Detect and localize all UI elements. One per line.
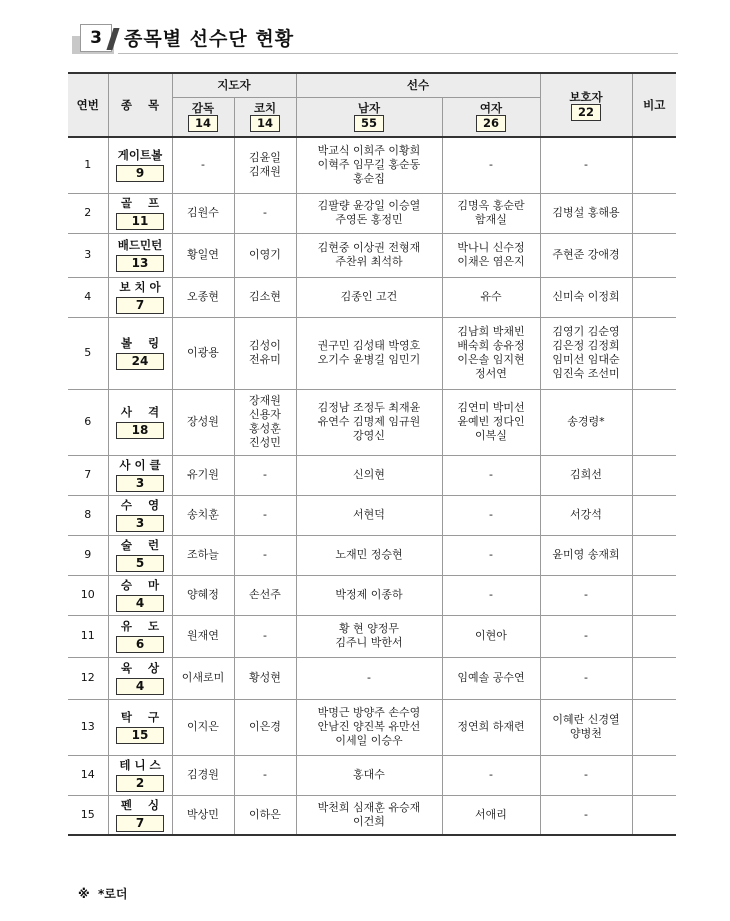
row-head-coach: 이지은 (172, 699, 234, 755)
row-remarks (632, 137, 676, 193)
row-head-coach: 김원수 (172, 193, 234, 233)
section-title (72, 22, 672, 58)
table-row (68, 193, 676, 233)
row-male: 박정제 이종하 (296, 575, 442, 615)
row-female: - (442, 495, 540, 535)
sport-count: 6 (116, 636, 164, 653)
row-guardian: 윤미영 송재희 (540, 535, 632, 575)
row-no: 10 (68, 575, 108, 615)
header-coach-label: 코치 (253, 101, 277, 116)
sport-count: 13 (116, 255, 164, 272)
row-female: - (442, 755, 540, 795)
sport-name: 테 니 스 (119, 758, 161, 772)
row-male: 노재민 정승현 (296, 535, 442, 575)
sport-count: 7 (116, 297, 164, 314)
header-guardian-label: 보호자 (569, 89, 603, 104)
row-guardian: 주현준 강애경 (540, 233, 632, 277)
row-no: 3 (68, 233, 108, 277)
table-row (68, 699, 676, 755)
row-female: 김명옥 홍순란 함재실 (442, 193, 540, 233)
row-coach: 황성현 (234, 657, 296, 699)
row-female: - (442, 575, 540, 615)
row-guardian: 이혜란 신경열 양병천 (540, 699, 632, 755)
sport-name: 사 이 클 (119, 458, 161, 472)
row-guardian: 서강석 (540, 495, 632, 535)
header-guardian (540, 73, 632, 137)
row-guardian: 김영기 김순영 김은정 김정희 임미선 임대순 임진숙 조선미 (540, 317, 632, 389)
row-guardian: 김희선 (540, 455, 632, 495)
row-female: 박나니 신수정 이채은 염은지 (442, 233, 540, 277)
row-coach: - (234, 755, 296, 795)
sport-name: 펜 싱 (120, 797, 160, 812)
row-coach: 이하은 (234, 795, 296, 835)
row-coach: - (234, 615, 296, 657)
table-row (68, 535, 676, 575)
row-coach: 손선주 (234, 575, 296, 615)
row-male: 신의현 (296, 455, 442, 495)
row-male: 홍대수 (296, 755, 442, 795)
table-row (68, 317, 676, 389)
row-coach: 이은경 (234, 699, 296, 755)
table-row (68, 755, 676, 795)
sport-count: 5 (116, 555, 164, 572)
header-coach (234, 97, 296, 137)
row-guardian: 송경령* (540, 389, 632, 455)
section-number: 3 (80, 24, 112, 52)
sport-name: 골 프 (120, 196, 160, 210)
sport-name: 볼 링 (120, 336, 160, 350)
row-no: 1 (68, 137, 108, 193)
table-row (68, 795, 676, 835)
row-remarks (632, 193, 676, 233)
sport-count: 24 (116, 353, 164, 370)
row-sport (108, 657, 172, 699)
row-head-coach: 김경원 (172, 755, 234, 795)
row-guardian: - (540, 137, 632, 193)
table-row (68, 233, 676, 277)
row-sport (108, 389, 172, 455)
row-head-coach: 이광용 (172, 317, 234, 389)
row-coach: - (234, 193, 296, 233)
sport-name: 탁 구 (120, 710, 160, 724)
sport-name: 사 격 (120, 405, 160, 419)
row-head-coach: 장성원 (172, 389, 234, 455)
row-female: 임예솔 공수연 (442, 657, 540, 699)
row-male: 김현중 이상권 전형재 주찬위 최석하 (296, 233, 442, 277)
header-female-label: 여자 (479, 101, 503, 116)
row-coach: - (234, 535, 296, 575)
row-no: 12 (68, 657, 108, 699)
row-female: 김연미 박미선 윤예빈 정다인 이복실 (442, 389, 540, 455)
row-head-coach: 이새로미 (172, 657, 234, 699)
footnote: ※ *로더 (78, 887, 128, 901)
row-remarks (632, 233, 676, 277)
row-male: 김정남 조정두 최재윤 유연수 김명제 임규원 강영신 (296, 389, 442, 455)
row-male: 박교식 이희주 이황희 이혁주 임무길 홍순동 홍순집 (296, 137, 442, 193)
row-remarks (632, 699, 676, 755)
sport-count: 4 (116, 678, 164, 695)
row-sport (108, 535, 172, 575)
row-coach: 김성이 전유미 (234, 317, 296, 389)
sport-name: 승 마 (120, 578, 160, 592)
row-guardian: - (540, 657, 632, 699)
row-female: 정연희 하재련 (442, 699, 540, 755)
table-row (68, 277, 676, 317)
sport-name: 배드민턴 (117, 238, 163, 252)
row-no: 9 (68, 535, 108, 575)
row-sport (108, 755, 172, 795)
row-remarks (632, 455, 676, 495)
sport-count: 3 (116, 515, 164, 532)
row-female: - (442, 535, 540, 575)
row-male: 박명근 방양주 손수영 안남진 양진복 유만선 이세일 이승우 (296, 699, 442, 755)
head-coach-count: 14 (188, 115, 218, 132)
guardian-count: 22 (571, 104, 601, 121)
sport-count: 15 (116, 727, 164, 744)
row-head-coach: 유기원 (172, 455, 234, 495)
coach-count: 14 (250, 115, 280, 132)
row-male: 서현덕 (296, 495, 442, 535)
row-no: 7 (68, 455, 108, 495)
row-no: 6 (68, 389, 108, 455)
table-row (68, 389, 676, 455)
row-sport (108, 575, 172, 615)
header-head-coach-label: 감독 (191, 101, 215, 116)
row-remarks (632, 795, 676, 835)
row-no: 5 (68, 317, 108, 389)
sport-name: 육 상 (120, 661, 160, 675)
row-female: 김남희 박채빈 배숙희 송유정 이은솔 임지현 정서연 (442, 317, 540, 389)
sport-name: 수 영 (120, 498, 160, 512)
header-coach-group: 지도자 (172, 73, 296, 97)
row-head-coach: 오종현 (172, 277, 234, 317)
row-female: 서애리 (442, 795, 540, 835)
header-no: 연번 (68, 73, 108, 137)
sport-name: 보 치 아 (119, 280, 161, 294)
row-remarks (632, 535, 676, 575)
row-guardian: - (540, 795, 632, 835)
row-sport (108, 193, 172, 233)
row-female: - (442, 455, 540, 495)
sport-count: 3 (116, 475, 164, 492)
sport-count: 4 (116, 595, 164, 612)
row-male: 김종인 고건 (296, 277, 442, 317)
table-row (68, 575, 676, 615)
row-guardian: - (540, 575, 632, 615)
row-head-coach: 원재연 (172, 615, 234, 657)
row-remarks (632, 495, 676, 535)
row-no: 11 (68, 615, 108, 657)
row-sport (108, 233, 172, 277)
table-row (68, 657, 676, 699)
row-guardian: - (540, 755, 632, 795)
row-no: 8 (68, 495, 108, 535)
row-sport (108, 317, 172, 389)
row-coach: - (234, 455, 296, 495)
row-male: 박천희 심재훈 유승재 이건희 (296, 795, 442, 835)
row-coach: 이영기 (234, 233, 296, 277)
sport-name: 유 도 (120, 619, 160, 633)
female-count: 26 (476, 115, 506, 132)
row-no: 15 (68, 795, 108, 835)
sport-count: 2 (116, 775, 164, 792)
row-remarks (632, 657, 676, 699)
male-count: 55 (354, 115, 384, 132)
row-sport (108, 795, 172, 835)
row-coach: 김소현 (234, 277, 296, 317)
row-no: 2 (68, 193, 108, 233)
row-guardian: 김병설 홍해용 (540, 193, 632, 233)
header-male-label: 남자 (357, 101, 381, 116)
row-guardian: - (540, 615, 632, 657)
row-head-coach: - (172, 137, 234, 193)
title-underline (118, 53, 678, 54)
sport-count: 11 (116, 213, 164, 230)
row-remarks (632, 389, 676, 455)
row-male: - (296, 657, 442, 699)
row-no: 4 (68, 277, 108, 317)
row-sport (108, 615, 172, 657)
row-head-coach: 양혜정 (172, 575, 234, 615)
row-head-coach: 조하늘 (172, 535, 234, 575)
sport-count: 9 (116, 165, 164, 182)
row-guardian: 신미숙 이정희 (540, 277, 632, 317)
row-sport (108, 699, 172, 755)
row-no: 14 (68, 755, 108, 795)
row-female: 유수 (442, 277, 540, 317)
row-female: 이현아 (442, 615, 540, 657)
row-remarks (632, 755, 676, 795)
row-remarks (632, 317, 676, 389)
row-remarks (632, 575, 676, 615)
row-female: - (442, 137, 540, 193)
row-sport (108, 495, 172, 535)
row-remarks (632, 615, 676, 657)
header-male (296, 97, 442, 137)
sport-count: 18 (116, 422, 164, 439)
roster-table (68, 72, 676, 836)
row-sport (108, 137, 172, 193)
header-sport: 종 목 (108, 73, 172, 137)
row-no: 13 (68, 699, 108, 755)
header-female (442, 97, 540, 137)
table-row (68, 455, 676, 495)
sport-count: 7 (116, 815, 164, 832)
row-head-coach: 황일연 (172, 233, 234, 277)
sport-name: 술 런 (120, 538, 160, 552)
row-male: 김팔량 윤강일 이승열 주영돈 홍정민 (296, 193, 442, 233)
row-coach: - (234, 495, 296, 535)
row-coach: 김윤일 김재원 (234, 137, 296, 193)
row-remarks (632, 277, 676, 317)
row-head-coach: 박상민 (172, 795, 234, 835)
header-head-coach (172, 97, 234, 137)
header-athlete-group: 선수 (296, 73, 540, 97)
row-sport (108, 277, 172, 317)
table-row (68, 137, 676, 193)
table-row (68, 615, 676, 657)
row-sport (108, 455, 172, 495)
header-remarks: 비고 (632, 73, 676, 137)
row-male: 권구민 김성태 박영호 오기수 윤병길 임민기 (296, 317, 442, 389)
section-title-text: 종목별 선수단 현황 (124, 28, 295, 50)
row-male: 황 현 양정무 김주니 박한서 (296, 615, 442, 657)
sport-name: 게이트볼 (117, 148, 163, 163)
table-row (68, 495, 676, 535)
row-coach: 장재원 신용자 홍성훈 진성민 (234, 389, 296, 455)
row-head-coach: 송치훈 (172, 495, 234, 535)
